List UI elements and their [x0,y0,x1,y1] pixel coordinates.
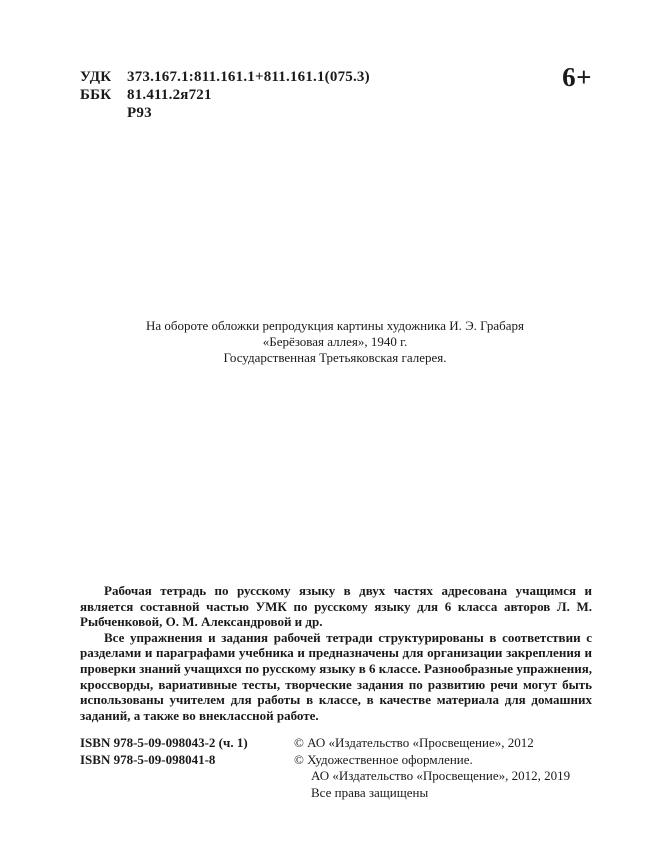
copyright-line-4: Все права защищены [311,784,429,800]
copyright-line-2: © Художественное оформление. [294,751,473,767]
age-rating-badge: 6+ [562,62,592,92]
annotation-paragraph-1: Рабочая тетрадь по русскому языку в двух частях адресована учащимся и является составной частью УМК по русскому языку для 6 класса авторов Л. М. Рыбченковой, О. М. Александровой и др. [80,583,592,630]
annotation-block [80,583,592,723]
bbk-label: ББК [80,87,112,103]
imprint-footer [80,735,592,801]
isbn-part-1: ISBN 978-5-09-098043-2 (ч. 1) [80,735,248,750]
copyright-line-3: АО «Издательство «Просвещение», 2012, 2019 [311,768,571,783]
credit-line-2: «Берёзовая аллея», 1940 г. [262,334,408,349]
udk-line [80,68,370,86]
copyright-column [294,735,570,801]
udk-value: 373.167.1:811.161.1+811.161.1(075.3) [127,69,370,85]
isbn-column [80,735,294,801]
copyright-line-1: © АО «Издательство «Просвещение», 2012 [294,735,534,750]
credit-line-1: На обороте обложки репродукция картины художника И. Э. Грабаря [145,318,525,333]
bibliographic-block [80,68,370,122]
isbn-part-2: ISBN 978-5-09-098041-8 [80,751,216,767]
credit-line-3: Государственная Третьяковская галерея. [223,350,447,365]
author-sign: Р93 [127,105,152,121]
bbk-value: 81.411.2я721 [127,87,212,103]
udk-label: УДК [80,69,112,85]
bbk-line [80,86,370,104]
author-sign-line [80,104,370,122]
annotation-paragraph-2: Все упражнения и задания рабочей тетради структурированы в соответствии с разделами и параграфами учебника и предназначены для организации закрепления и проверки знаний учащихся по русскому языку в 6 классе. Разнообразные упражнения, кроссворды, вариативные тесты, творческие задания по развитию речи могут быть использованы учителем для работы в классе, в качестве материала для домашних заданий, а также во внеклассной работе. [80,629,592,723]
cover-art-credit [80,318,590,366]
